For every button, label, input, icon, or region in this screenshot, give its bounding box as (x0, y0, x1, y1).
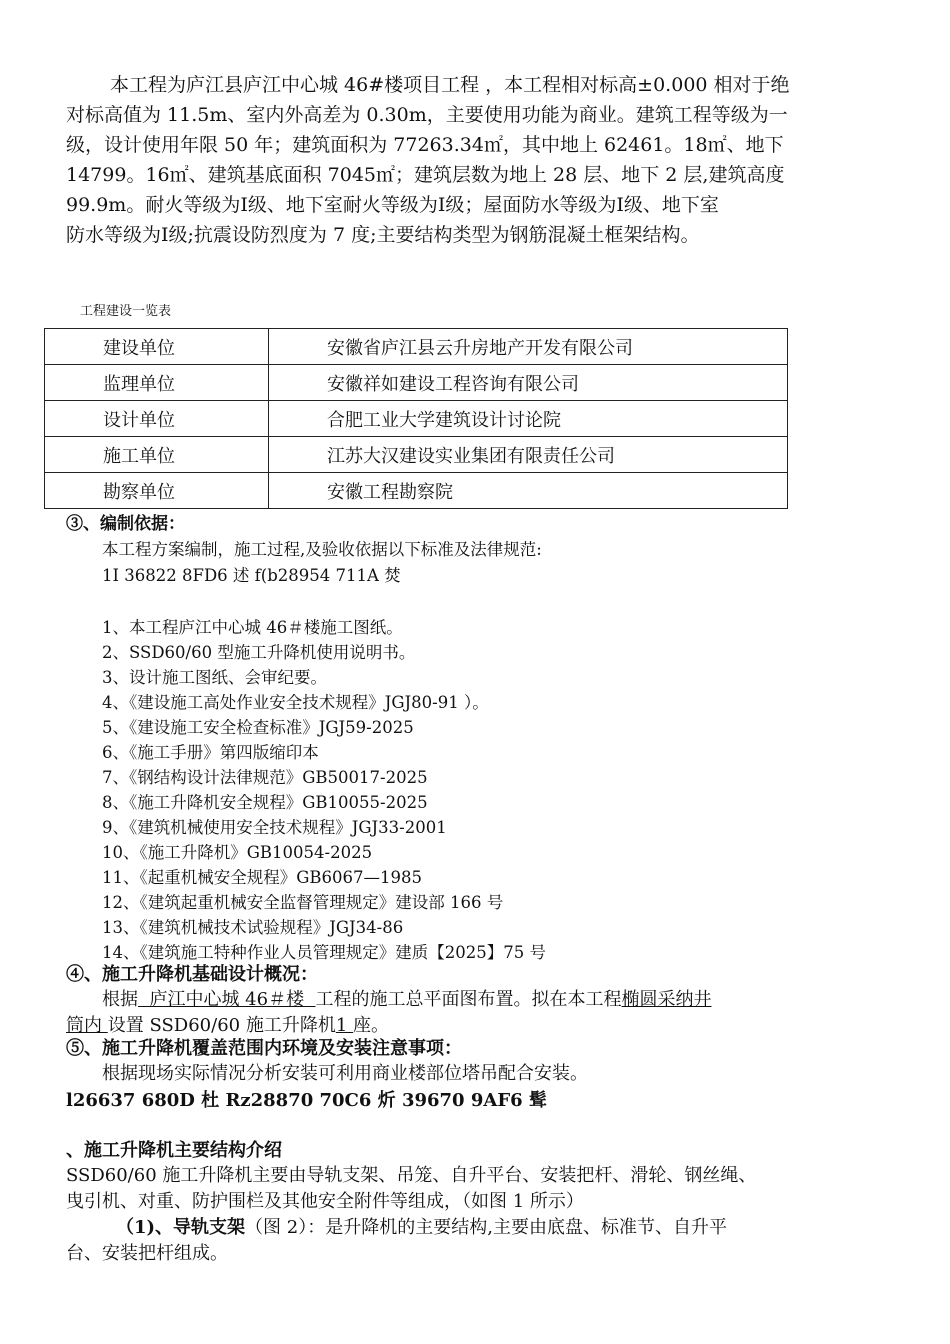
foundation-section (66, 962, 896, 1039)
overview-line: 本工程为庐江县庐江中心城 46#楼项目工程 ，本工程相对标高±0.000 相对于绝 (110, 74, 790, 96)
foundation-text-line (66, 987, 896, 1013)
spacer (66, 589, 896, 615)
project-name: 庐江中心城 46＃楼 (138, 989, 316, 1010)
list-item: 1、本工程庐江中心城 46＃楼施工图纸。 (102, 618, 403, 637)
basis-code: 1I 36822 8FD6 述 f(b28954 711A 焚 (102, 566, 401, 585)
foundation-text: 座。 (353, 1015, 390, 1036)
structure-section (66, 1138, 896, 1267)
row-value: 合肥工业大学建筑设计讨论院 (269, 401, 788, 437)
install-location: 椭圆采纳井 (621, 989, 712, 1010)
table-row (45, 329, 788, 365)
overview-line: 级，设计使用年限 50 年；建筑面积为 77263.34㎡，其中地上 62461。18㎡、地下 (66, 134, 784, 156)
list-item: 7、《钢结构设计法律规范》GB50017-2025 (102, 768, 428, 787)
table-row (45, 437, 788, 473)
list-item: 6、《施工手册》第四版缩印本 (102, 743, 319, 762)
overview-line: 对标高值为 11.5m、室内外高差为 0.30m，主要使用功能为商业。建筑工程等级为一 (66, 104, 788, 126)
list-item: 10、《施工升降机》GB10054-2025 (102, 843, 373, 862)
foundation-text: 工程的施工总平面图布置。拟在本工程 (315, 989, 622, 1010)
list-item: 11、《起重机械安全规程》GB6067—1985 (102, 868, 423, 887)
basis-section (66, 512, 896, 965)
environment-text: 根据现场实际情况分析安装可利用商业楼部位塔吊配合安装。 (102, 1063, 588, 1084)
table-row (45, 401, 788, 437)
environment-heading: ⑤、施工升降机覆盖范围内环境及安装注意事项： (66, 1038, 462, 1059)
table-row (45, 473, 788, 509)
list-item: 4、《建设施工高处作业安全技术规程》JGJ80-91 ）。 (102, 693, 489, 712)
row-value: 江苏大汉建设实业集团有限责任公司 (269, 437, 788, 473)
list-item: 13、《建筑机械技术试验规程》JGJ34-86 (102, 918, 404, 937)
row-label: 监理单位 (45, 365, 269, 401)
structure-text: SSD60/60 施工升降机主要由导轨支架、吊笼、自升平台、安装把杆、滑轮、钢丝绳、 (66, 1165, 757, 1186)
row-value: 安徽工程勘察院 (269, 473, 788, 509)
foundation-heading: ④、施工升降机基础设计概况： (66, 964, 318, 985)
table-caption: 工程建设一览表 (80, 304, 172, 319)
row-label: 设计单位 (45, 401, 269, 437)
subsection-title: （1)、导轨支架 (116, 1217, 246, 1238)
structure-heading: 、施工升降机主要结构介绍 (66, 1140, 282, 1161)
row-label: 勘察单位 (45, 473, 269, 509)
overview-line: 99.9m。耐火等级为Ⅰ级、地下室耐火等级为Ⅰ级；屋面防水等级为Ⅰ级、地下室 (66, 194, 719, 216)
subsection-text: 台、安装把杆组成。 (66, 1243, 228, 1264)
list-item: 8、《施工升降机安全规程》GB10055-2025 (102, 793, 428, 812)
list-item: 9、《建筑机械使用安全技术规程》JGJ33-2001 (102, 818, 447, 837)
project-overview-paragraph (66, 70, 886, 250)
row-value: 安徽祥如建设工程咨询有限公司 (269, 365, 788, 401)
subsection-text: （图 2）：是升降机的主要结构,主要由底盘、标准节、自升平 (245, 1217, 727, 1238)
basis-heading: ③、编制依据： (66, 514, 185, 534)
foundation-text: 设置 SSD60/60 施工升降机 (107, 1015, 336, 1036)
environment-code: l26637 680D 杜 Rz28870 70C6 炘 39670 9AF6 髶 (66, 1090, 547, 1111)
row-value: 安徽省庐江县云升房地产开发有限公司 (269, 329, 788, 365)
list-item: 14、《建筑施工特种作业人员管理规定》建质【2025】75 号 (102, 943, 546, 962)
row-label: 施工单位 (45, 437, 269, 473)
install-location: 筒内 (66, 1015, 108, 1036)
overview-line: 防水等级为Ⅰ级;抗震设防烈度为 7 度;主要结构类型为钢筋混凝土框架结构。 (66, 224, 700, 246)
basis-intro: 本工程方案编制，施工过程,及验收依据以下标准及法律规范: (102, 540, 542, 559)
install-count: 1 (335, 1015, 354, 1036)
list-item: 5、《建设施工安全检查标准》JGJ59-2025 (102, 718, 414, 737)
table-row (45, 365, 788, 401)
overview-line: 14799。16㎡、建筑基底面积 7045㎡；建筑层数为地上 28 层、地下 2 层,建筑高度 (66, 164, 785, 186)
list-item: 3、设计施工图纸、会审纪要。 (102, 668, 327, 687)
list-item: 12、《建筑起重机械安全监督管理规定》建设部 166 号 (102, 893, 504, 912)
project-parties-table (44, 328, 788, 509)
list-item: 2、SSD60/60 型施工升降机使用说明书。 (102, 643, 416, 662)
structure-subsection-line (66, 1215, 896, 1241)
row-label: 建设单位 (45, 329, 269, 365)
environment-section (66, 1036, 896, 1115)
structure-text: 曳引机、对重、防护围栏及其他安全附件等组成，（如图 1 所示） (66, 1191, 584, 1212)
foundation-text: 根据 (102, 989, 138, 1010)
